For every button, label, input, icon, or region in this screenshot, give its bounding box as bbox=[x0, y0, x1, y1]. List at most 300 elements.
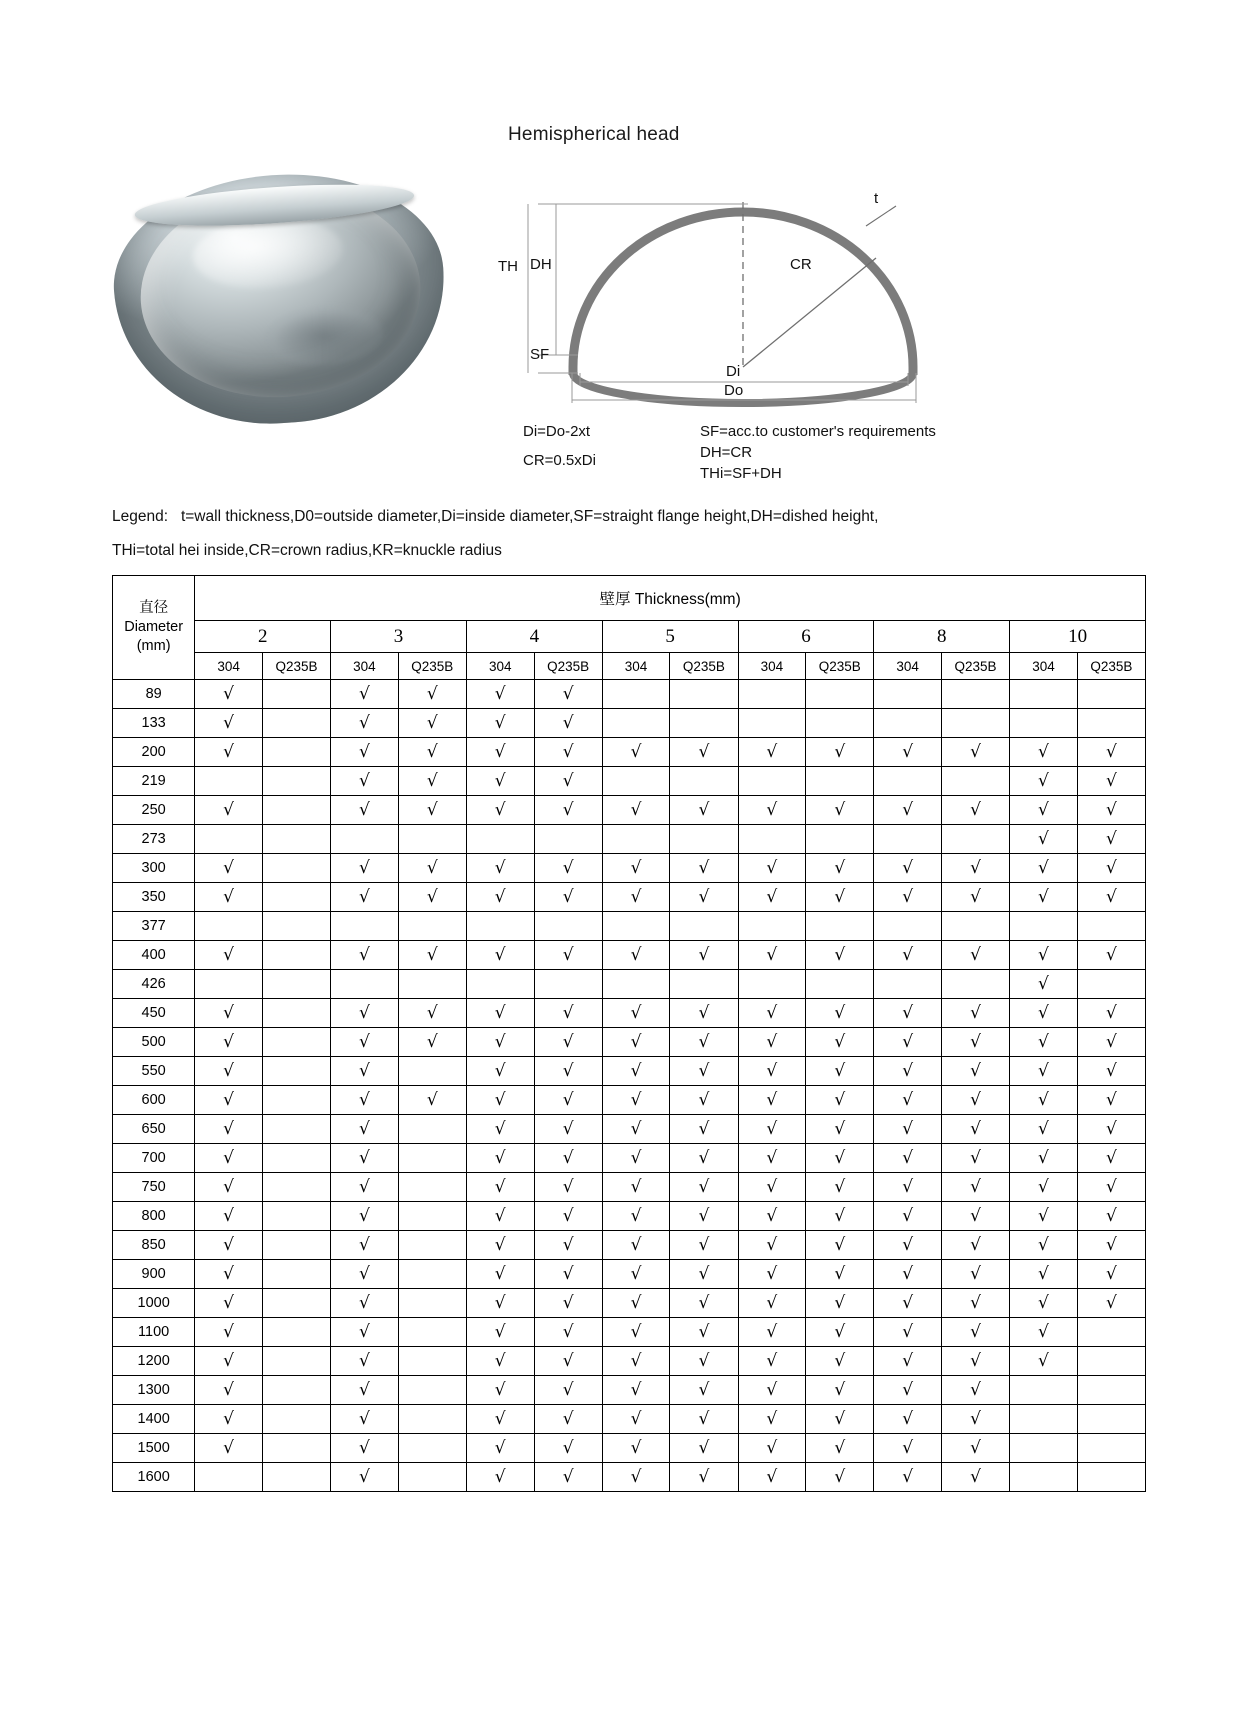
availability-check: √ bbox=[738, 1463, 806, 1492]
availability-check: √ bbox=[331, 1434, 399, 1463]
availability-empty bbox=[1077, 1434, 1145, 1463]
availability-empty bbox=[602, 912, 670, 941]
availability-check: √ bbox=[602, 1405, 670, 1434]
availability-empty bbox=[262, 1202, 330, 1231]
table-row bbox=[113, 1144, 1146, 1173]
availability-check: √ bbox=[534, 1376, 602, 1405]
thickness-col-10: 10 bbox=[1010, 621, 1146, 653]
diameter-value: 300 bbox=[113, 854, 195, 883]
material-header-2-Q235B: Q235B bbox=[262, 653, 330, 680]
thickness-col-3: 3 bbox=[331, 621, 467, 653]
table-head-row-1 bbox=[113, 576, 1146, 621]
material-header-5-304: 304 bbox=[602, 653, 670, 680]
availability-empty bbox=[195, 970, 263, 999]
table-row bbox=[113, 1260, 1146, 1289]
availability-check: √ bbox=[398, 767, 466, 796]
availability-empty bbox=[1077, 1347, 1145, 1376]
availability-check: √ bbox=[534, 1463, 602, 1492]
availability-empty bbox=[262, 1028, 330, 1057]
availability-check: √ bbox=[534, 883, 602, 912]
availability-check: √ bbox=[670, 1028, 738, 1057]
availability-check: √ bbox=[1077, 1260, 1145, 1289]
diameter-value: 273 bbox=[113, 825, 195, 854]
availability-check: √ bbox=[331, 1202, 399, 1231]
availability-check: √ bbox=[398, 738, 466, 767]
thickness-leader bbox=[866, 206, 896, 226]
availability-check: √ bbox=[466, 1463, 534, 1492]
availability-check: √ bbox=[874, 1260, 942, 1289]
availability-check: √ bbox=[398, 941, 466, 970]
availability-check: √ bbox=[738, 796, 806, 825]
availability-check: √ bbox=[602, 941, 670, 970]
availability-empty bbox=[874, 709, 942, 738]
availability-check: √ bbox=[874, 738, 942, 767]
table-row bbox=[113, 796, 1146, 825]
availability-check: √ bbox=[602, 1057, 670, 1086]
availability-check: √ bbox=[941, 941, 1009, 970]
availability-check: √ bbox=[941, 1376, 1009, 1405]
table-head bbox=[113, 576, 1146, 680]
availability-check: √ bbox=[1077, 796, 1145, 825]
availability-check: √ bbox=[941, 1318, 1009, 1347]
availability-empty bbox=[262, 1115, 330, 1144]
availability-check: √ bbox=[941, 1115, 1009, 1144]
availability-check: √ bbox=[806, 738, 874, 767]
availability-check: √ bbox=[602, 1086, 670, 1115]
availability-empty bbox=[602, 680, 670, 709]
thickness-col-6: 6 bbox=[738, 621, 874, 653]
availability-empty bbox=[262, 796, 330, 825]
availability-check: √ bbox=[466, 738, 534, 767]
specification-table bbox=[112, 575, 1146, 1492]
availability-empty bbox=[398, 1318, 466, 1347]
technical-drawing bbox=[498, 160, 1118, 410]
availability-check: √ bbox=[1010, 1144, 1078, 1173]
availability-check: √ bbox=[466, 1405, 534, 1434]
availability-empty bbox=[670, 709, 738, 738]
availability-check: √ bbox=[1077, 941, 1145, 970]
availability-check: √ bbox=[602, 854, 670, 883]
availability-empty bbox=[602, 709, 670, 738]
availability-check: √ bbox=[195, 883, 263, 912]
availability-empty bbox=[534, 970, 602, 999]
thickness-col-8: 8 bbox=[874, 621, 1010, 653]
availability-empty bbox=[670, 767, 738, 796]
availability-check: √ bbox=[534, 1347, 602, 1376]
diameter-value: 426 bbox=[113, 970, 195, 999]
availability-check: √ bbox=[738, 1028, 806, 1057]
availability-check: √ bbox=[874, 1289, 942, 1318]
availability-empty bbox=[874, 767, 942, 796]
availability-empty bbox=[262, 709, 330, 738]
availability-check: √ bbox=[874, 999, 942, 1028]
availability-check: √ bbox=[398, 796, 466, 825]
availability-check: √ bbox=[941, 1260, 1009, 1289]
availability-empty bbox=[262, 970, 330, 999]
availability-empty bbox=[1077, 1463, 1145, 1492]
availability-check: √ bbox=[195, 709, 263, 738]
availability-check: √ bbox=[1077, 1289, 1145, 1318]
availability-empty bbox=[534, 912, 602, 941]
availability-empty bbox=[738, 970, 806, 999]
availability-check: √ bbox=[806, 854, 874, 883]
availability-empty bbox=[1010, 1434, 1078, 1463]
availability-empty bbox=[195, 825, 263, 854]
diameter-value: 1500 bbox=[113, 1434, 195, 1463]
diameter-header-en: Diameter bbox=[124, 619, 184, 635]
availability-check: √ bbox=[398, 1028, 466, 1057]
table-head-row-thicknesses bbox=[113, 621, 1146, 653]
availability-check: √ bbox=[874, 1144, 942, 1173]
table-head-row-materials bbox=[113, 653, 1146, 680]
availability-empty bbox=[602, 767, 670, 796]
availability-check: √ bbox=[466, 999, 534, 1028]
table-row bbox=[113, 1086, 1146, 1115]
availability-check: √ bbox=[331, 999, 399, 1028]
label-th: TH bbox=[498, 258, 518, 275]
table-row bbox=[113, 709, 1146, 738]
material-header-6-Q235B: Q235B bbox=[806, 653, 874, 680]
availability-empty bbox=[331, 825, 399, 854]
availability-check: √ bbox=[466, 1231, 534, 1260]
availability-check: √ bbox=[331, 796, 399, 825]
availability-empty bbox=[1077, 912, 1145, 941]
availability-empty bbox=[262, 680, 330, 709]
availability-empty bbox=[738, 912, 806, 941]
availability-empty bbox=[331, 912, 399, 941]
material-header-3-Q235B: Q235B bbox=[398, 653, 466, 680]
availability-empty bbox=[398, 912, 466, 941]
availability-check: √ bbox=[1010, 1173, 1078, 1202]
availability-check: √ bbox=[534, 709, 602, 738]
availability-empty bbox=[941, 912, 1009, 941]
availability-empty bbox=[670, 825, 738, 854]
availability-check: √ bbox=[1077, 1086, 1145, 1115]
availability-empty bbox=[738, 709, 806, 738]
availability-empty bbox=[941, 680, 1009, 709]
availability-check: √ bbox=[1077, 1028, 1145, 1057]
availability-check: √ bbox=[602, 1231, 670, 1260]
availability-empty bbox=[398, 1260, 466, 1289]
availability-check: √ bbox=[398, 999, 466, 1028]
formula-dh: DH=CR bbox=[700, 444, 753, 461]
availability-check: √ bbox=[1077, 1115, 1145, 1144]
formula-cr: CR=0.5xDi bbox=[523, 452, 596, 469]
table-row bbox=[113, 825, 1146, 854]
availability-check: √ bbox=[1010, 1202, 1078, 1231]
availability-check: √ bbox=[874, 1231, 942, 1260]
availability-check: √ bbox=[670, 854, 738, 883]
availability-check: √ bbox=[1077, 999, 1145, 1028]
availability-check: √ bbox=[195, 1289, 263, 1318]
availability-check: √ bbox=[534, 941, 602, 970]
availability-check: √ bbox=[331, 1231, 399, 1260]
availability-check: √ bbox=[941, 1057, 1009, 1086]
material-header-4-304: 304 bbox=[466, 653, 534, 680]
availability-check: √ bbox=[195, 1405, 263, 1434]
table-row bbox=[113, 941, 1146, 970]
availability-check: √ bbox=[806, 1405, 874, 1434]
formula-sf: SF=acc.to customer's requirements bbox=[700, 423, 936, 440]
thickness-col-5: 5 bbox=[602, 621, 738, 653]
availability-check: √ bbox=[466, 796, 534, 825]
availability-check: √ bbox=[806, 1086, 874, 1115]
availability-check: √ bbox=[670, 1260, 738, 1289]
availability-check: √ bbox=[331, 854, 399, 883]
availability-check: √ bbox=[806, 941, 874, 970]
availability-check: √ bbox=[602, 1318, 670, 1347]
availability-check: √ bbox=[738, 1289, 806, 1318]
availability-check: √ bbox=[331, 1115, 399, 1144]
availability-check: √ bbox=[941, 1347, 1009, 1376]
availability-check: √ bbox=[331, 738, 399, 767]
material-header-8-Q235B: Q235B bbox=[941, 653, 1009, 680]
availability-check: √ bbox=[738, 1202, 806, 1231]
availability-check: √ bbox=[331, 1260, 399, 1289]
availability-empty bbox=[874, 825, 942, 854]
availability-empty bbox=[262, 912, 330, 941]
availability-check: √ bbox=[1010, 941, 1078, 970]
material-header-2-304: 304 bbox=[195, 653, 263, 680]
availability-empty bbox=[941, 709, 1009, 738]
availability-empty bbox=[262, 1376, 330, 1405]
availability-check: √ bbox=[195, 1260, 263, 1289]
availability-check: √ bbox=[874, 1086, 942, 1115]
availability-check: √ bbox=[1010, 1318, 1078, 1347]
table-row bbox=[113, 1434, 1146, 1463]
table-row bbox=[113, 1057, 1146, 1086]
availability-empty bbox=[738, 767, 806, 796]
availability-check: √ bbox=[806, 1173, 874, 1202]
availability-check: √ bbox=[941, 1173, 1009, 1202]
availability-check: √ bbox=[670, 796, 738, 825]
formula-di: Di=Do-2xt bbox=[523, 423, 591, 440]
availability-check: √ bbox=[195, 680, 263, 709]
availability-empty bbox=[941, 970, 1009, 999]
crown-radius-line bbox=[743, 258, 876, 367]
thickness-col-2: 2 bbox=[195, 621, 331, 653]
availability-check: √ bbox=[195, 1115, 263, 1144]
availability-check: √ bbox=[534, 999, 602, 1028]
availability-empty bbox=[1077, 709, 1145, 738]
availability-check: √ bbox=[670, 1144, 738, 1173]
availability-empty bbox=[262, 1347, 330, 1376]
availability-check: √ bbox=[534, 1202, 602, 1231]
availability-check: √ bbox=[534, 1405, 602, 1434]
availability-check: √ bbox=[806, 1260, 874, 1289]
availability-check: √ bbox=[534, 1318, 602, 1347]
table-row bbox=[113, 1202, 1146, 1231]
availability-check: √ bbox=[874, 1057, 942, 1086]
availability-check: √ bbox=[534, 796, 602, 825]
availability-check: √ bbox=[941, 738, 1009, 767]
availability-check: √ bbox=[1010, 1028, 1078, 1057]
straight-flange bbox=[573, 367, 913, 375]
availability-empty bbox=[1010, 709, 1078, 738]
availability-check: √ bbox=[670, 1202, 738, 1231]
availability-check: √ bbox=[195, 1057, 263, 1086]
availability-empty bbox=[1010, 1463, 1078, 1492]
availability-check: √ bbox=[874, 854, 942, 883]
diameter-header-unit: (mm) bbox=[136, 638, 171, 654]
availability-check: √ bbox=[670, 941, 738, 970]
availability-check: √ bbox=[941, 1289, 1009, 1318]
availability-check: √ bbox=[398, 680, 466, 709]
availability-check: √ bbox=[941, 1463, 1009, 1492]
diameter-value: 800 bbox=[113, 1202, 195, 1231]
availability-check: √ bbox=[331, 941, 399, 970]
availability-check: √ bbox=[941, 1086, 1009, 1115]
availability-empty bbox=[874, 680, 942, 709]
legend bbox=[112, 500, 1142, 568]
availability-check: √ bbox=[806, 883, 874, 912]
availability-check: √ bbox=[1010, 854, 1078, 883]
label-dh: DH bbox=[530, 256, 552, 273]
availability-check: √ bbox=[1077, 1057, 1145, 1086]
availability-check: √ bbox=[1077, 767, 1145, 796]
availability-check: √ bbox=[466, 1347, 534, 1376]
availability-check: √ bbox=[1077, 854, 1145, 883]
availability-check: √ bbox=[331, 883, 399, 912]
availability-empty bbox=[262, 767, 330, 796]
table-row bbox=[113, 912, 1146, 941]
availability-check: √ bbox=[466, 941, 534, 970]
availability-check: √ bbox=[466, 1115, 534, 1144]
availability-check: √ bbox=[1077, 1231, 1145, 1260]
availability-empty bbox=[941, 825, 1009, 854]
availability-check: √ bbox=[331, 1289, 399, 1318]
availability-check: √ bbox=[874, 1028, 942, 1057]
availability-check: √ bbox=[1077, 1144, 1145, 1173]
diameter-value: 1300 bbox=[113, 1376, 195, 1405]
availability-empty bbox=[331, 970, 399, 999]
availability-check: √ bbox=[1010, 796, 1078, 825]
availability-empty bbox=[738, 825, 806, 854]
availability-empty bbox=[806, 680, 874, 709]
availability-check: √ bbox=[195, 796, 263, 825]
availability-check: √ bbox=[738, 1318, 806, 1347]
availability-empty bbox=[670, 912, 738, 941]
availability-check: √ bbox=[195, 1376, 263, 1405]
availability-check: √ bbox=[398, 883, 466, 912]
availability-empty bbox=[1010, 1376, 1078, 1405]
availability-check: √ bbox=[874, 1115, 942, 1144]
availability-empty bbox=[602, 970, 670, 999]
availability-check: √ bbox=[670, 738, 738, 767]
diameter-value: 219 bbox=[113, 767, 195, 796]
availability-check: √ bbox=[1077, 1173, 1145, 1202]
availability-check: √ bbox=[670, 1405, 738, 1434]
material-header-3-304: 304 bbox=[331, 653, 399, 680]
table-row bbox=[113, 854, 1146, 883]
diameter-value: 400 bbox=[113, 941, 195, 970]
availability-check: √ bbox=[874, 1376, 942, 1405]
availability-check: √ bbox=[874, 941, 942, 970]
availability-check: √ bbox=[738, 883, 806, 912]
availability-check: √ bbox=[195, 854, 263, 883]
availability-check: √ bbox=[941, 883, 1009, 912]
availability-check: √ bbox=[1077, 738, 1145, 767]
availability-check: √ bbox=[195, 1434, 263, 1463]
availability-check: √ bbox=[941, 1028, 1009, 1057]
availability-check: √ bbox=[466, 1028, 534, 1057]
availability-check: √ bbox=[331, 767, 399, 796]
availability-check: √ bbox=[738, 1231, 806, 1260]
table-row bbox=[113, 999, 1146, 1028]
availability-check: √ bbox=[1077, 883, 1145, 912]
availability-empty bbox=[1010, 912, 1078, 941]
availability-check: √ bbox=[398, 1086, 466, 1115]
availability-check: √ bbox=[398, 854, 466, 883]
table-row bbox=[113, 1231, 1146, 1260]
material-header-10-Q235B: Q235B bbox=[1077, 653, 1145, 680]
diameter-value: 1000 bbox=[113, 1289, 195, 1318]
material-header-4-Q235B: Q235B bbox=[534, 653, 602, 680]
availability-check: √ bbox=[670, 1057, 738, 1086]
availability-empty bbox=[806, 767, 874, 796]
availability-check: √ bbox=[941, 1405, 1009, 1434]
availability-check: √ bbox=[466, 1318, 534, 1347]
availability-empty bbox=[398, 1376, 466, 1405]
availability-check: √ bbox=[1077, 825, 1145, 854]
availability-check: √ bbox=[195, 1202, 263, 1231]
availability-empty bbox=[262, 1144, 330, 1173]
table-row bbox=[113, 738, 1146, 767]
drawing-svg bbox=[498, 160, 1118, 410]
availability-empty bbox=[262, 883, 330, 912]
availability-empty bbox=[670, 970, 738, 999]
availability-check: √ bbox=[874, 883, 942, 912]
availability-empty bbox=[466, 825, 534, 854]
availability-check: √ bbox=[1010, 883, 1078, 912]
availability-check: √ bbox=[602, 1144, 670, 1173]
availability-empty bbox=[1010, 1405, 1078, 1434]
table-row bbox=[113, 1405, 1146, 1434]
availability-check: √ bbox=[466, 767, 534, 796]
bowl-outer-shell bbox=[107, 164, 453, 434]
availability-check: √ bbox=[331, 1144, 399, 1173]
availability-empty bbox=[195, 767, 263, 796]
availability-check: √ bbox=[1010, 1115, 1078, 1144]
availability-check: √ bbox=[602, 1260, 670, 1289]
availability-check: √ bbox=[466, 883, 534, 912]
availability-check: √ bbox=[806, 1289, 874, 1318]
availability-check: √ bbox=[806, 1028, 874, 1057]
hemispherical-head-photo bbox=[110, 175, 455, 425]
availability-check: √ bbox=[874, 1347, 942, 1376]
availability-check: √ bbox=[806, 999, 874, 1028]
availability-check: √ bbox=[331, 1173, 399, 1202]
availability-check: √ bbox=[738, 1057, 806, 1086]
availability-check: √ bbox=[738, 1434, 806, 1463]
diameter-value: 200 bbox=[113, 738, 195, 767]
availability-check: √ bbox=[941, 999, 1009, 1028]
availability-check: √ bbox=[331, 1463, 399, 1492]
availability-check: √ bbox=[738, 941, 806, 970]
availability-check: √ bbox=[466, 680, 534, 709]
availability-check: √ bbox=[195, 941, 263, 970]
availability-empty bbox=[398, 1202, 466, 1231]
availability-check: √ bbox=[1010, 1057, 1078, 1086]
availability-empty bbox=[941, 767, 1009, 796]
diameter-header-cn: 直径 bbox=[139, 600, 169, 616]
availability-check: √ bbox=[806, 1115, 874, 1144]
availability-check: √ bbox=[602, 1347, 670, 1376]
availability-check: √ bbox=[466, 1086, 534, 1115]
availability-empty bbox=[398, 1231, 466, 1260]
diameter-value: 850 bbox=[113, 1231, 195, 1260]
availability-check: √ bbox=[534, 1028, 602, 1057]
